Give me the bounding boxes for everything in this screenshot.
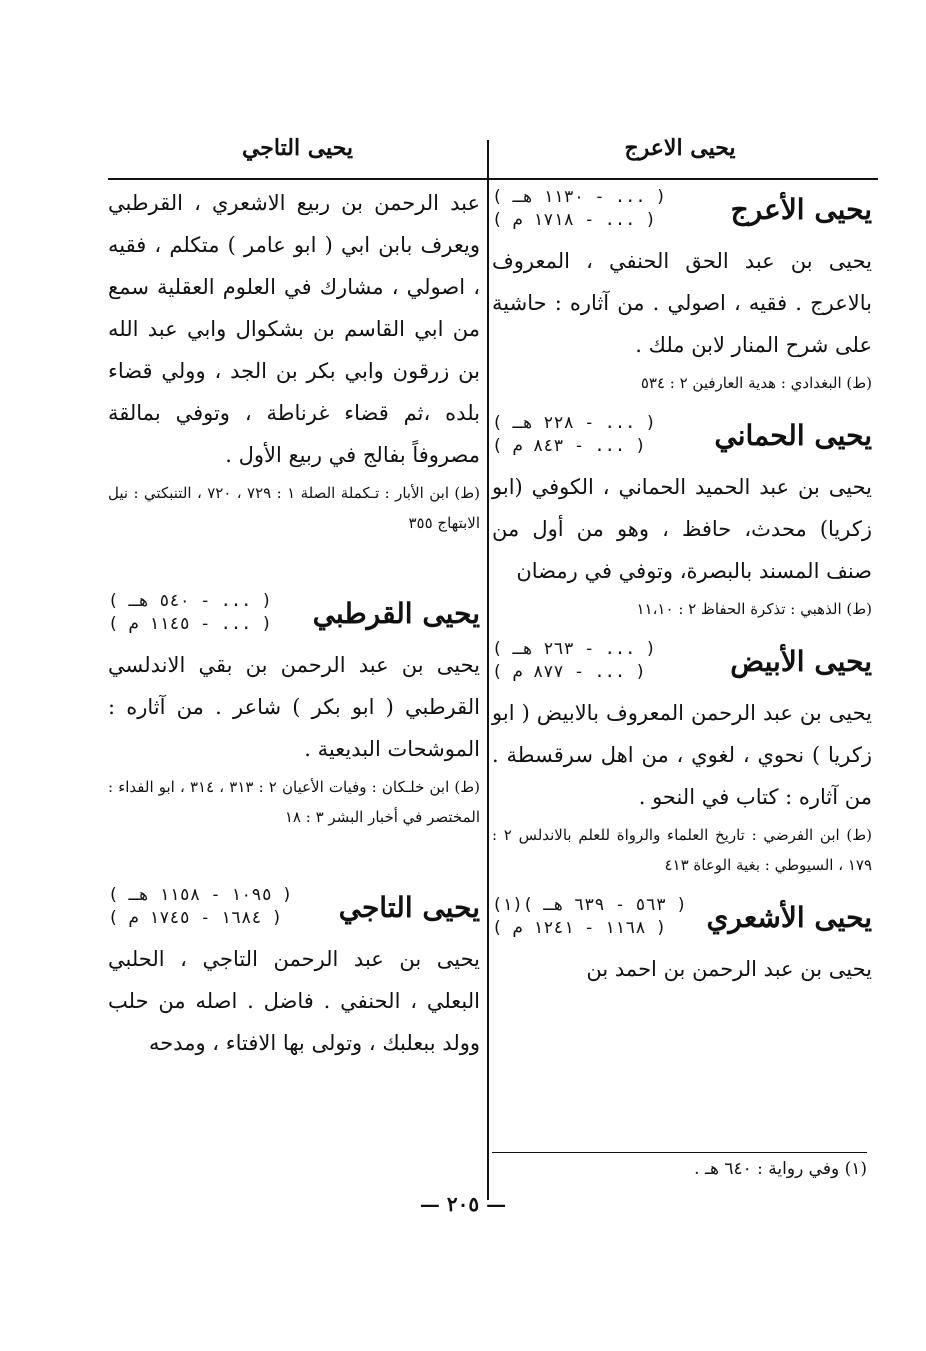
date-hijri: ( ١٠٩٥ - ١١٥٨ هـ ) [108,885,293,905]
entry-alashari [492,894,872,990]
entry-name: يحيى الحماني [714,418,872,452]
entry-body: يحيى بن عبد الرحمن بن بقي الاندلسي القرطبي ( ابو بكر ) شاعر . من آثاره : الموشحات البديعية . [108,653,480,761]
entry-name: يحيى الأبيض [730,644,872,678]
entry-dates [492,186,666,232]
entry-name: يحيى القرطبي [312,596,480,630]
entry-alaraj [492,186,872,398]
footnote-rule [492,1152,867,1153]
date-hijri: ( ... - ٢٢٨ هـ ) [492,413,656,433]
entry-alhimmani [492,412,872,624]
date-hijri: ( ... - ٥٤٠ هـ ) [108,591,272,611]
entry-alabyad [492,638,872,880]
date-gregorian: ( ... - ٨٧٧ م ) [492,662,646,682]
entry-source: (ط) البغدادي : هدية العارفين ٢ : ٥٣٤ [640,374,872,392]
entry-altaji [108,884,480,1064]
entry-dates [492,638,656,684]
entry-heading [492,894,872,940]
continued-source: (ط) ابن الأبار : تـكملة الصلة ١ : ٧٢٩ ، ٧٢٠ ، التنبكتي : نيل الابتهاج ٣٥٥ [108,484,480,532]
entry-heading [492,186,872,232]
date-hijri: ( ... - ٢٦٣ هـ ) [492,639,656,659]
entry-body: يحيى بن عبد الرحمن بن احمد بن [586,957,872,981]
running-header-right: يحيى الاعرج [624,135,736,161]
entry-body: يحيى بن عبد الحميد الحماني ، الكوفي (ابو زكريا) محدث، حافظ ، وهو من أول من صنف المسند بالبصرة، وتوفي في رمضان [492,475,872,583]
running-header-left: يحيى التاجي [241,135,354,161]
entry-gap [108,846,480,880]
entry-gap [108,552,480,586]
entry-heading [108,590,480,636]
entry-heading [492,412,872,458]
entry-name: يحيى الأعرج [730,192,872,226]
entry-body: يحيى بن عبد الرحمن المعروف بالابيض ( ابو زكريا ) نحوي ، لغوي ، من اهل سرقسطة . من آثاره : كتاب في النحو . [492,701,872,809]
date-gregorian: ( ١٦٨٤ - ١٧٤٥ م ) [108,908,283,928]
date-hijri: ( ... - ١١٣٠ هـ ) [492,187,667,207]
entry-continuation [108,182,480,538]
right-column [492,182,872,1004]
entry-source: (ط) الذهبي : تذكرة الحفاظ ٢ : ١١،١٠ [636,600,872,618]
column-divider [487,140,489,1200]
left-column [108,182,480,1078]
entry-alqurtubi [108,590,480,832]
date-hijri: ( ٥٦٣ - ٦٣٩ هـ )(١) [492,895,687,915]
entry-source: (ط) ابن خلـكان : وفيات الأعيان ٢ : ٣١٣ ، ٣١٤ ، ابو الفداء : المختصر في أخبار البشر ٣ : ١٨ [108,778,480,826]
date-gregorian: ( ... - ٨٤٣ م ) [492,436,646,456]
date-gregorian: ( ... - ١١٤٥ م ) [108,614,272,634]
entry-source: (ط) ابن الفرضي : تاريخ العلماء والرواة للعلم بالاندلس ٢ : ١٧٩ ، السيوطي : بغية الوعاة ٤١٣ [492,826,872,874]
entry-dates [492,412,656,458]
entry-body: يحيى بن عبد الحق الحنفي ، المعروف بالاعرج . فقيه ، اصولي . من آثاره : حاشية على شرح المنار لابن ملك . [492,249,872,357]
date-gregorian: ( ١١٦٨ - ١٢٤١ م ) [492,918,667,938]
continued-body: عبد الرحمن بن ربيع الاشعري ، القرطبي ويعرف بابن ابي ( ابو عامر ) متكلم ، فقيه ، اصولي ، مشارك في العلوم العقلية سمع من ابي القاسم بن بشكوال وابي عبد الله بن زرقون وابي بكر بن الجد ، وولي قضاء بلده ،ثم قضاء غرناطة ، وتوفي بمالقة مصروفاً بفالج في ربيع الأول . [108,191,480,467]
entry-name: يحيى التاجي [338,890,480,924]
entry-body: يحيى بن عبد الرحمن التاجي ، الحلبي البعلي ، الحنفي . فاضل . اصله من حلب وولد ببعلبك ، وتولى بها الافتاء ، ومدحه [108,947,480,1055]
entry-dates [492,894,687,940]
header-rule [108,178,878,180]
entry-heading [108,884,480,930]
entry-dates [108,884,292,930]
date-gregorian: ( ... - ١٧١٨ م ) [492,210,656,230]
entry-dates [108,590,272,636]
footnote: (١) وفي رواية : ٦٤٠ هـ . [694,1159,867,1179]
page-number: — ٢٠٥ — [419,1192,507,1216]
entry-heading [492,638,872,684]
entry-name: يحيى الأشعري [706,900,872,934]
